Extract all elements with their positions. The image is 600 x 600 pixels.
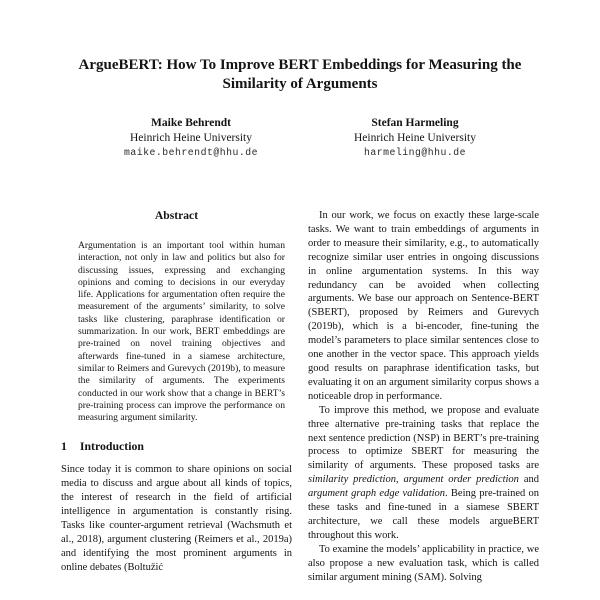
author-affiliation: Heinrich Heine University [130,132,252,144]
intro-paragraph: Since today it is common to share opinions on social media to discuss and argue about all kinds of topics, the interest of research in the field of artificial intelligence in argumentation is constantly rising. Tasks like counter-argument retrieval (Wachsmuth et al., 2018), argument clustering (Reimers et al., 2019a) and identifying the most prominent arguments in online debates (Boltužić [61,464,292,573]
authors-row [0,116,600,160]
author-affiliation: Heinrich Heine University [353,132,476,144]
paper-title [0,56,600,94]
author-email: maike.behrendt@hhu.de [124,147,258,158]
author-name: Stefan Harmeling [371,117,459,129]
section-number: 1 [61,439,67,454]
section-title: Introduction [79,439,144,454]
author-block-2 [354,116,476,160]
paper-title-line-1: ArgueBERT: How To Improve BERT Embeddings for Measuring the [78,57,522,73]
author-email: harmeling@hhu.de [363,147,467,158]
author-block-1 [124,116,258,160]
abstract-heading: Abstract [154,209,199,222]
section-heading-introduction [61,439,292,454]
paper-title-line-2: Similarity of Arguments [222,76,378,92]
right-paragraph-3: To examine the models’ applicability in practice, we also propose a new evaluation task, which is called similar argument mining (SAM). Solving [308,543,539,583]
right-column [308,209,539,584]
abstract-text: Argumentation is an important tool within human interaction, not only in law and politics but also for discussing issues, expressing and exchanging opinions and coming to decisions in our everyday life. Applications for argumentation often require the measurement of the arguments’ similarity, to solve tasks like clustering, paraphrase identification or summarization. In our work, BERT embeddings are pre-trained on novel training objectives and afterwards fine-tuned in a siamese architecture, similar to Reimers and Gurevych (2019b), to measure the similarity of arguments. The experiments conducted in our work show that a change in BERT’s pre-training process can improve the performance on measuring argument similarity. [78,240,285,424]
author-name: Maike Behrendt [151,117,231,129]
two-column-body [0,209,600,584]
right-paragraph-2: To improve this method, we propose and evaluate three alternative pre-training tasks that replace the next sentence prediction (NSP) in BERT’s pre-training process to optimize SBERT for measuring the similarity of arguments. These proposed tasks are similarity prediction, argument order prediction and argument graph edge validation. Being pre-trained on these tasks and fine-tuned in a siamese SBERT architecture, we call these models argueBERT throughout this work. [308,404,540,541]
left-column [61,209,292,584]
right-paragraph-1: In our work, we focus on exactly these large-scale tasks. We want to train embeddings of arguments in order to measure their similarity, e.g., to automatically recognize similar user entries in ongoing discussions in online argumentation systems. In this way redundancy can be avoided when collecting arguments. We base our approach on Sentence-BERT (SBERT), proposed by Reimers and Gurevych (2019b), which is a bi-encoder, fine-tuning the model’s parameters to place similar sentences close to one another in the vector space. This approach yields good results on paraphrase identification tasks, but evaluating it on an argument similarity corpus shows a noticeable drop in performance. [308,210,539,402]
